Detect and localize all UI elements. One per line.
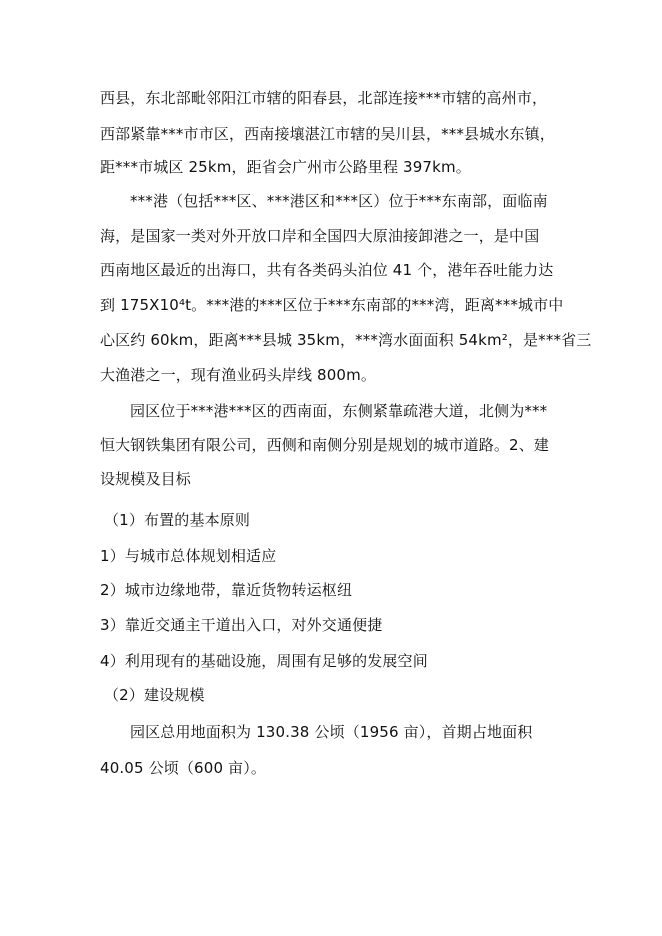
- paragraph-4-line-2: 40.05 公顷（600 亩）。: [100, 759, 267, 777]
- paragraph-3-line-3: 设规模及目标: [100, 470, 191, 488]
- principle-item-2: 2）城市边缘地带，靠近货物转运枢纽: [100, 581, 353, 599]
- paragraph-1-line-2: 西部紧靠***市市区，西南接壤湛江市辖的吴川县，***县城水东镇，: [100, 125, 555, 143]
- paragraph-2-line-1: ***港（包括***区、***港区和***区）位于***东南部，面临南: [130, 192, 548, 210]
- section-1-heading: （1）布置的基本原则: [104, 511, 251, 529]
- paragraph-1-line-1: 西县，东北部毗邻阳江市辖的阳春县，北部连接***市辖的高州市，: [100, 89, 548, 107]
- paragraph-2-line-3: 西南地区最近的出海口，共有各类码头泊位 41 个，港年吞吐能力达: [100, 261, 554, 279]
- principle-item-4: 4）利用现有的基础设施，周围有足够的发展空间: [100, 652, 428, 670]
- paragraph-2-line-5: 心区约 60km，距离***县城 35km，***湾水面面积 54km²，是***省三: [100, 331, 592, 349]
- principle-item-1: 1）与城市总体规划相适应: [100, 547, 277, 565]
- paragraph-1-line-3: 距***市城区 25km，距省会广州市公路里程 397km。: [100, 158, 471, 176]
- paragraph-2-line-4: 到 175X10⁴t。***港的***区位于***东南部的***湾，距离***城市中: [100, 296, 564, 314]
- section-2-heading: （2）建设规模: [104, 686, 205, 704]
- paragraph-2-line-2: 海，是国家一类对外开放口岸和全国四大原油接卸港之一，是中国: [100, 227, 540, 245]
- paragraph-3-line-1: 园区位于***港***区的西南面，东侧紧靠疏港大道，北侧为***: [130, 402, 548, 420]
- paragraph-2-line-6: 大渔港之一，现有渔业码头岸线 800m。: [100, 366, 377, 384]
- paragraph-4-line-1: 园区总用地面积为 130.38 公顷（1956 亩），首期占地面积: [130, 723, 533, 741]
- paragraph-3-line-2: 恒大钢铁集团有限公司，西侧和南侧分别是规划的城市道路。2、建: [100, 436, 550, 454]
- principle-item-3: 3）靠近交通主干道出入口，对外交通便捷: [100, 616, 383, 634]
